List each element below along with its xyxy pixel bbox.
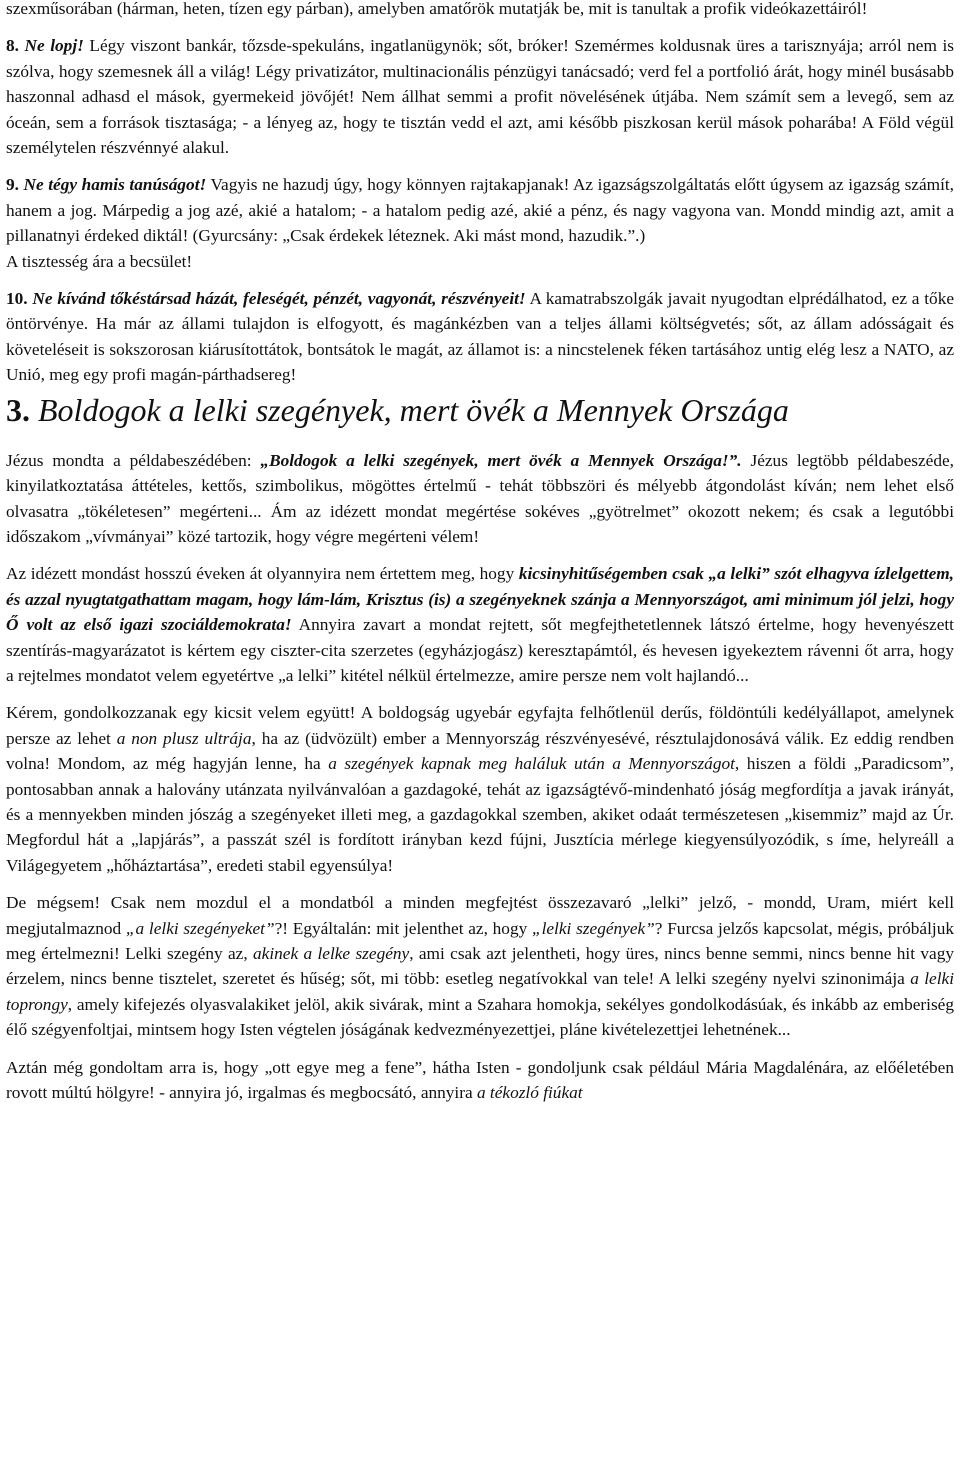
section-title: Boldogok a lelki szegények, mert övék a Mennyek Országa [38, 391, 789, 428]
commandment-8-title: Ne lopj! [24, 36, 84, 56]
paragraph-1-quote: „Boldogok a lelki szegények, mert övék a Mennyek Országa!”. [260, 450, 742, 470]
paragraph-3-text-a: Kérem, gondolkozzanak egy kicsit velem együtt! A boldogság ugyebár egyfajta felhőtlenül derűs, földöntúli kedélyállapot, amelynek persze az lehet [6, 703, 954, 748]
commandment-10-title: Ne kívánd tőkéstársad házát, feleségét, pénzét, vagyonát, részvényeit! [32, 289, 526, 309]
paragraph-1-text-b: Jézus legtöbb példabeszéde, kinyilatkoztatása áttételes, kettős, szimbolikus, mögöttes értelmű - tehát többszöri és mélyebb átgondolást kíván; nem lehet első olvasatra „tökéletesen” megérteni... Ám az idézett mondat megértése sokéves „gyötrelmet” okozott nekem; és csak a legutóbbi időszakom „vívmányai” közé tartozik, hogy végre megérteni vélem! [6, 450, 954, 546]
paragraph-2-emphasis: kicsinyhitűségemben csak „a lelki” szót elhagyva ízlelgettem, és azzal nyugtatgathattam magam, hogy lám-lám, Krisztus (is) a szegényeknek szánja a Mennyországot, ami minimum jól jelzi, hogy Ő volt az első igazi szociáldemokrata! [6, 564, 954, 635]
commandment-8-number: 8. [6, 36, 25, 56]
paragraph-3-text-b: , ha az (üdvözült) ember a Mennyország részvényesévé, résztulajdonosává válik. Ez eddig rendben volna! Mondom, az még hagyján lenne, ha [6, 728, 954, 774]
paragraph-1-text-a: Jézus mondta a példabeszédében: [6, 450, 261, 470]
commandment-10-paragraph [6, 286, 954, 388]
section-paragraph-4 [6, 890, 954, 1042]
paragraph-4-text-b: ?! Egyáltalán: mit jelenthet az, hogy [274, 918, 532, 938]
paragraph-4-italic-3: akinek a lelke szegény [253, 944, 410, 963]
section-paragraph-1 [6, 448, 954, 550]
paragraph-5-text-a: Aztán még gondoltam arra is, hogy „ott egye meg a fene”, hátha Isten - gondoljunk csak például Mária Magdalénára, az előéletében rovott múltú hölgyre! - annyira jó, irgalmas és megbocsátó, annyira [6, 1057, 954, 1103]
section-heading [6, 388, 954, 432]
paragraph-4-text-e: , amely kifejezés olyasvalakiket jelöl, akik sivárak, mint a Szahara homokja, sekélyes gondolkodásúak, és inkább az emberiség élő szégyenfoltjai, mintsem hogy Isten végtelen jóságának kedvezményezettjei, pláne kivételezettjei lehetnének... [6, 994, 954, 1040]
commandment-10-number: 10. [6, 289, 33, 309]
paragraph-2-text-b: Annyira zavart a mondat rejtett, sőt megfejthetetlennek látszó értelme, hogy hevenyészett szentírás-magyarázatot is kértem egy ciszter-cita szerzetes (egyházjogász) keresztapámtól, és hevesen igyekeztem rávenni őt arra, hogy a rejtelmes mondatot velem egyetértve „a lelki” kitétel nélkül értelmezze, amire persze nem volt hajlandó... [6, 615, 954, 685]
paragraph-3-text-c: , hiszen a földi „Paradicsom”, pontosabban annak a halovány utánzata nyilvánvalóan a gazdagoké, tehát az igazságtévő-mindenható jóság megfordítja a javak irányát, és a mennyekben minden jószág a szegényeket illeti meg, a gazdagokkal szemben, akiket odaát természetesen „kisemmiz” majd az Úr. Megfordul hát a „lapjárás”, a passzát szél is fordított irányban kezd fújni, Jusztícia mérlege kiegyensúlyozódik, s íme, helyreáll a Világegyetem „hőháztartása”, eredeti stabil egyensúlya! [6, 754, 954, 875]
paragraph-4-italic-2: „lelki szegények” [531, 918, 655, 938]
paragraph-4-text-c: ? Furcsa jelzős kapcsolat, mégis, próbáljuk meg értelmezni! Lelki szegény az, [6, 918, 954, 963]
commandment-9-title: Ne tégy hamis tanúságot! [23, 175, 207, 195]
commandment-10-text: A kamatrabszolgák javait nyugodtan elprédálhatod, ez a tőke öntörvénye. Ha már az állami tulajdon is elfogyott, és magánkézben van a teljes állami költségvetés; sőt, az állam adósságait és követeléseit is sokszorosan kiárusítottátok, bontsátok le magát, az államot is: a nincstelenek féken tartásához untig elég lesz a NATO, az Unió, meg egy profi magán-párthadsereg! [6, 289, 955, 385]
section-number: 3. [6, 391, 30, 428]
paragraph-3-italic-2: a szegények kapnak meg haláluk után a Mennyországot [328, 754, 735, 774]
intro-paragraph [6, 0, 954, 21]
paragraph-5-italic-1: a tékozló fiúkat [476, 1083, 583, 1103]
commandment-9-closing: A tisztesség ára a becsület! [6, 251, 193, 271]
commandment-8-text: Légy viszont bankár, tőzsde-spekuláns, ingatlanügynök; sőt, bróker! Szemérmes koldusnak üres a tarisznyája; arról nem is szólva, hogy szemesnek áll a világ! Légy privatizátor, multinacionális pénzügyi tanácsadó; verd fel a portfolió árát, hogy minél busásabb haszonnal adhasd el mások, gyermekeid jövőjét! Nem állhat semmi a profit növelésének útjába. Nem számít sem a levegő, sem az óceán, sem a források tisztasága; - a lényeg az, hogy te tisztán vedd el azt, ami később piszkosan kerül mások poharába! A Föld végül személytelen részvénnyé alakul. [6, 36, 955, 158]
paragraph-4-italic-1: „a lelki szegényeket” [125, 918, 275, 938]
section-paragraph-2 [6, 561, 954, 688]
paragraph-2-text-a: Az idézett mondást hosszú éveken át olyannyira nem értettem meg, hogy [6, 564, 519, 584]
intro-text: szexműsorában (hárman, heten, tízen egy párban), amelyben amatőrök mutatják be, mit is tanultak a profik videókazettáiról! [6, 0, 868, 18]
paragraph-4-text-d: , ami csak azt jelentheti, hogy üres, nincs benne semmi, nincs benne hit vagy érzelem, nincs benne tisztelet, szeretet és hűség; sőt, mi több: esetleg negatívokkal van tele! A lelki szegény nyelvi szinonimája [6, 944, 954, 989]
commandment-9-number: 9. [6, 175, 24, 195]
paragraph-4-italic-4: a lelki toprongy [6, 969, 954, 1014]
paragraph-3-italic-1: a non plusz ultrája [116, 728, 252, 748]
section-paragraph-3 [6, 700, 954, 878]
paragraph-4-text-a: De mégsem! Csak nem mozdul el a mondatból a minden megfejtést összezavaró „lelki” jelző, - mondd, Uram, miért kell megjutalmaznod [6, 893, 954, 938]
section-paragraph-5 [6, 1055, 954, 1106]
commandment-8-paragraph [6, 33, 954, 160]
commandment-9-text: Vagyis ne hazudj úgy, hogy könnyen rajtakapjanak! Az igazságszolgáltatás előtt úgysem az igazság számít, hanem a jog. Márpedig a jog azé, akié a hatalom; - a hatalom pedig azé, akié a pénz, és nagy vagyona van. Mondd mindig azt, amit a pillanatnyi érdeked diktál! (Gyurcsány: „Csak érdekek léteznek. Aki mást mond, hazudik.”.) [6, 175, 955, 246]
commandment-9-paragraph [6, 172, 954, 274]
